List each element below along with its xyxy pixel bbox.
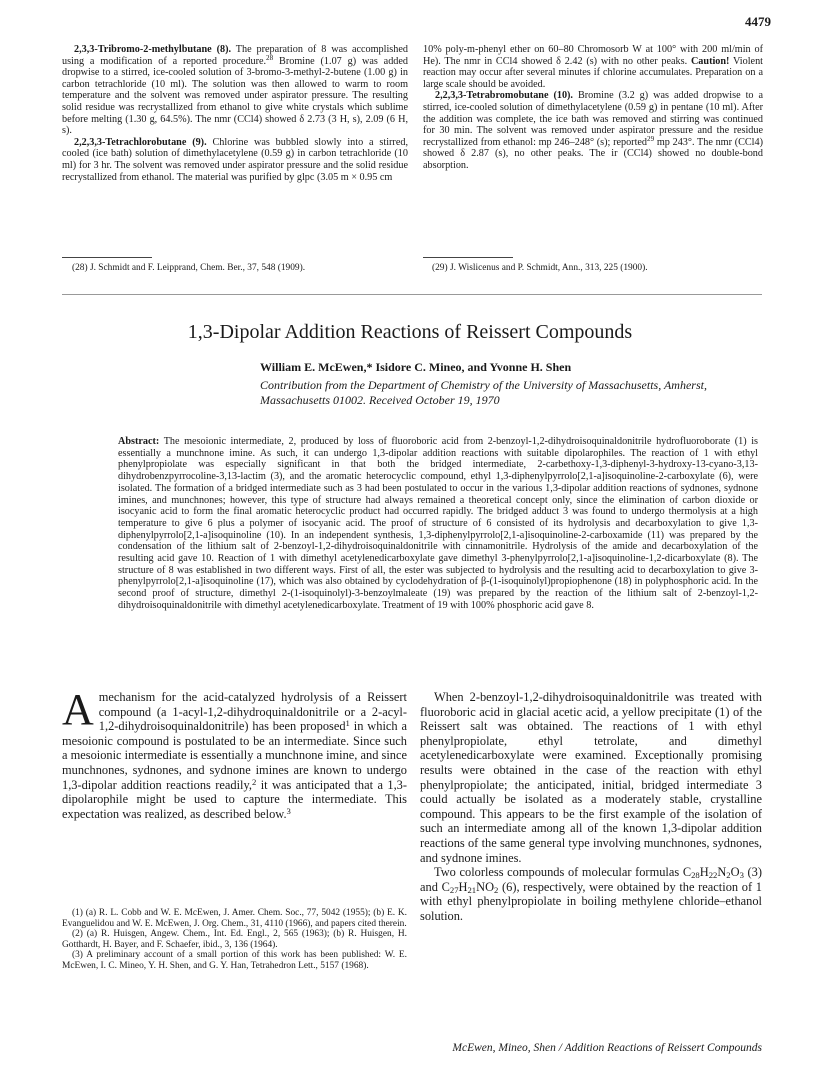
paragraph: 2,2,3,3-Tetrachlorobutane (9). Chlorine was bubbled slowly into a stirred, cooled (ice bath) solution of dimethylacetylene (0.59 g) in carbon tetrachloride (10 ml) for 3 hr. The solvent was removed under aspirator pressure and the solid residue recrystallized from ethanol. The material was purified by glpc (3.05 m × 0.95 cm [62, 136, 408, 183]
abstract-text: The mesoionic intermediate, 2, produced by loss of fluoroboric acid from 2-benzoyl-1,2-dihydroisoquinaldonitrile hydrofluoroborate (1) is essentially a munchnone imine. As such, it can undergo 1,3-dipolar addition reactions with suitable dipolarophiles. The reaction of 1 with ethyl phenylpropiolate was especially significant in that both the bridged intermediate, 2-carbethoxy-1,3-diphenyl-3-hydroxy-13-cyano-3,13-dihydrobenzpyrrocoline-3,13-lactim (3), and the aromatic heterocyclic compound, ethyl 1,3-diphenylpyrrolo[2,1-a]isoquinoline-2-carboxylate (6), were isolated. The formation of a bridged intermediate such as 3 had been postulated to occur in the various 1,3-dipolar addition reactions of sydnones, sydnone imines, and munchnones; however, this type of structure had always remained a theoretical concept only, since the elimination of carbon dioxide or isocyanic acid to form the final aromatic heterocyclic product had occurred rapidly. The bridged adduct 3 was found to undergo thermolysis at a high temperature to give 6 plus a polymer of isocyanic acid. The proof of structure of 6 consisted of its hydrolysis and decarboxylation to give 1,3-diphenylpyrrolo[2,1-a]isoquinoline (10). In an independent synthesis, 1,3-diphenylpyrrolo[2,1-a]isoquinoline-2-carboxamide (11) was prepared by the condensation of the lithium salt of 2-benzoyl-1,2-dihydroisoquinaldonitrile with cinnamonitrile. Hydrolysis of the amide and decarboxylation of the resulting acid gave 10. Reaction of 1 with dimethyl acetylenedicarboxylate gave dimethyl 3-phenylpyrrolo[2,1-a]isoquinoline-1,2-dicarboxylate (8). The structure of 8 was established in two different ways. First of all, the ester was subjected to hydrolysis and the resulting acid to decarboxylation to give 3-phenylpyrrolo[2,1-a]isoquinoline (17), which was also obtained by cyclodehydration of β-(1-isoquinolyl)propiophenone (18) in polyphosphoric acid. In the second proof of structure, dimethyl 2-(1-isoquinolyl)-3-benzoylmaleate (19) was prepared by the reaction of the lithium salt of 2-benzoyl-1,2-dihydroisoquinaldonitrile with dimethyl acetylenedicarboxylate. Treatment of 19 with 100% phosphoric acid gave 8. [118, 436, 758, 611]
abstract-label: Abstract: [118, 436, 160, 447]
body-left-column [62, 685, 407, 821]
footnote: (1) (a) R. L. Cobb and W. E. McEwen, J. Amer. Chem. Soc., 77, 5042 (1955); (b) E. K. Evanguelidou and W. E. McEwen, J. Org. Chem., 31, 4110 (1966), and papers cited therein. [62, 908, 407, 929]
footnote: (2) (a) R. Huisgen, Angew. Chem., Int. Ed. Engl., 2, 565 (1963); (b) R. Huisgen, H. Gotthardt, H. Bayer, and F. Schaefer, ibid., 3, 136 (1964). [62, 929, 407, 950]
paragraph: 2,3,3-Tribromo-2-methylbutane (8). The preparation of 8 was accomplished using a modification of a reported procedure.$^{28}$ Bromine (1.07 g) was added dropwise to a stirred, ice-cooled solution of 3-bromo-3-methyl-2-butene (1.00 g) in carbon tetrachloride (10 ml). The solution was then allowed to warm to room temperature and the solvent was removed under aspirator pressure. The resulting solid residue was recrystallized from ethanol to give white crystals which sublime before melting (1.30 g, 64.5%). The nmr (CCl4) showed δ 2.73 (3 H, s), 2.09 (6 H, s). [62, 44, 409, 137]
paragraph: 10% poly-m-phenyl ether on 60–80 Chromosorb W at 100° with 200 ml/min of He). The nmr in CCl4 showed δ 2.42 (s) with no other peaks. Caution! Violent reaction may occur after several minutes if chlorine accumulates. Preparation on a large scale should be avoided. [423, 44, 763, 90]
section-divider [62, 294, 762, 295]
compound-heading: 2,2,3,3-Tetrachlorobutane (9). [74, 136, 207, 148]
compound-heading: 2,2,3,3-Tetrabromobutane (10). [435, 90, 573, 102]
footnote-rule-left [62, 257, 152, 258]
affiliation: Contribution from the Department of Chemistry of the University of Massachusetts, Amherst, Massachusetts 01002. Received October 19, 1970 [260, 378, 707, 407]
compound-heading: 2,3,3-Tribromo-2-methylbutane (8). [74, 44, 232, 55]
footnote-28: (28) J. Schmidt and F. Leipprand, Chem. Ber., 37, 548 (1909). [72, 263, 306, 273]
paragraph: When 2-benzoyl-1,2-dihydroisoquinaldonitrile was treated with fluoroboric acid in glacial acetic acid, a yellow precipitate (1) of the Reissert salt was obtained. The reactions of 1 with ethyl phenylpropiolate, ethyl tetrolate, and dimethyl acetylenedicarboxylate were examined. Exceptionally promising results were obtained in the case of the reaction with ethyl phenylpropiolate; the anticipated, initial, bridged intermediate 3 could actually be isolated as a moderately stable, crystalline compound. This appears to be the first example of the isolation of such an intermediate among all of the known 1,3-dipolar addition reactions of the same general type involving munchnones, sydnones, and sydnone imines. [420, 690, 762, 865]
top-right-column [423, 44, 763, 172]
drop-cap: A [62, 685, 94, 734]
footnotes [62, 908, 407, 972]
page-number: 4479 [745, 14, 771, 29]
footnote: (3) A preliminary account of a small portion of this work has been published: W. E. McEwen, I. C. Mineo, Y. H. Shen, and G. Y. Han, Tetrahedron Lett., 5157 (1968). [62, 950, 407, 971]
footnote-rule-right [423, 257, 513, 258]
top-left-column [62, 44, 408, 183]
molecular-formula: $C_{27}H_{21}NO_2$ [441, 879, 499, 895]
caution-label: Caution! [690, 55, 730, 67]
abstract [118, 436, 758, 612]
paragraph: Amechanism for the acid-catalyzed hydrolysis of a Reissert compound (a 1-acyl-1,2-dihydroquinaldonitrile or a 2-acyl-1,2-dihydroisoquinaldonitrile) has been proposed$^1$ in which a mesoionic compound is postulated to be an intermediate. Since such a mesoionic intermediate is essentially a munchnone imine, and since munchnones, sydnones, and sydnone imines are known to undergo 1,3-dipolar addition reactions readily,$^2$ it was anticipated that a 1,3-dipolarophile might be used to capture the intermediate. This expectation was realized, as described below.$^3$ [62, 685, 407, 821]
paragraph: 2,2,3,3-Tetrabromobutane (10). Bromine (3.2 g) was added dropwise to a stirred, ice-cooled solution of dimethylacetylene (0.59 g) in pentane (10 ml). After the addition was complete, the ice bath was removed and stirring was continued for 30 min. The solvent was removed under aspirator pressure and the residue recrystallized from ethanol: mp 246–248° (s); reported$^{29}$ mp 243°. The nmr (CCl4) showed δ 2.87 (s), no other peaks. The ir (CCl4) showed no double-bond absorption. [423, 90, 764, 171]
author-list: William E. McEwen,* Isidore C. Mineo, and Yvonne H. Shen [260, 360, 572, 374]
paragraph: Two colorless compounds of molecular formulas $C_{28}H_{22}N_2O_3$ (3) and $C_{27}H_{21}NO_2$ (6), respectively, were obtained by the reaction of 1 with ethyl phenylpropiolate in boiling methylene chloride–ethanol solution. [420, 865, 763, 923]
article-title: 1,3-Dipolar Addition Reactions of Reissert Compounds [187, 321, 633, 343]
molecular-formula: $C_{28}H_{22}N_2O_3$ [682, 865, 744, 881]
body-right-column [420, 690, 762, 924]
running-footer: McEwen, Mineo, Shen / Addition Reactions of Reissert Compounds [452, 1042, 762, 1054]
footnote-29: (29) J. Wislicenus and P. Schmidt, Ann., 313, 225 (1900). [432, 263, 648, 273]
